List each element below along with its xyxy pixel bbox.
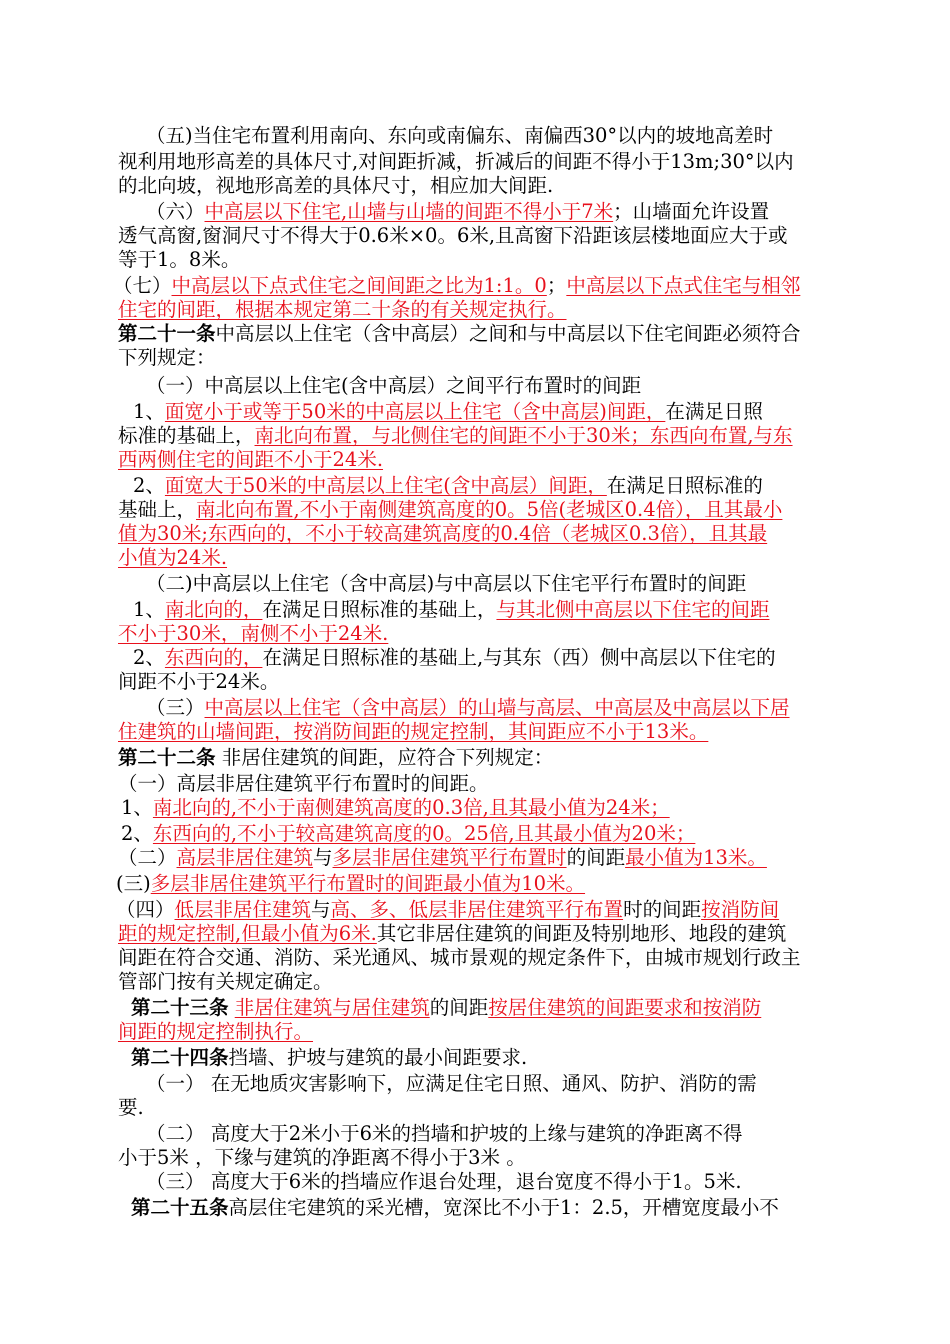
text-run: 小于5米 ，下缘与建筑的净距离不得小于3米 。 — [118, 1146, 526, 1169]
text-line — [118, 346, 216, 370]
text-run: 与 — [311, 898, 331, 921]
text-line — [118, 248, 240, 272]
text-run: （五)当住宅布置利用南向、东向或南偏东、南偏西30°以内的坡地高差时 — [146, 124, 774, 147]
highlighted-text: 面宽小于或等于50米的中高层以上住宅（含中高层)间距， — [164, 400, 666, 423]
article-number: 第二十一条 — [118, 322, 216, 345]
text-line — [118, 670, 279, 694]
highlighted-text: 多层非居住建筑平行布置时 — [332, 846, 567, 869]
text-run: （四） — [116, 898, 175, 921]
highlighted-text: 与其北侧中高层以下住宅的间距 — [496, 598, 770, 621]
highlighted-text: 不小于30米，南侧不小于24米. — [118, 622, 389, 645]
highlighted-text: 距的规定控制,但最小值为6米. — [118, 922, 377, 945]
text-line — [118, 424, 793, 448]
article-number: 第二十三条 — [131, 996, 229, 1019]
text-run: 与 — [313, 846, 333, 869]
text-run: 其它非居住建筑的间距及特别地形、地段的建筑 — [376, 922, 787, 945]
text-run: 要. — [118, 1096, 144, 1119]
text-run: 的间距 — [429, 996, 489, 1019]
text-line — [118, 498, 782, 522]
highlighted-text: 低层非居住建筑 — [174, 898, 312, 921]
text-line — [118, 846, 767, 870]
text-line — [118, 1096, 144, 1120]
text-line — [146, 124, 773, 148]
text-line — [133, 400, 763, 424]
text-run: （二） — [118, 846, 177, 869]
text-line — [118, 1146, 526, 1170]
text-run: 透气高窗,窗洞尺寸不得大于0.6米×0。6米,且高窗下沿距该层楼地面应大于或 — [118, 224, 788, 247]
text-run: 2、 — [133, 646, 165, 669]
article-number: 第二十二条 — [118, 746, 216, 769]
text-line — [118, 174, 553, 198]
highlighted-text: 间距的规定控制执行。 — [118, 1020, 314, 1043]
highlighted-text: 多层非居住建筑平行布置时的间距最小值为10米。 — [150, 872, 586, 895]
text-run: 中高层以上住宅（含中高层）之间和与中高层以下住宅间距必须符合 — [215, 322, 801, 345]
text-run: 等于1。8米。 — [118, 248, 241, 271]
text-run: 2、 — [121, 822, 153, 845]
text-run: 的间距 — [566, 846, 626, 869]
text-run: 1、 — [121, 796, 153, 819]
text-run: ；山墙面允许设置 — [613, 200, 770, 223]
highlighted-text: 非居住建筑与居住建筑 — [234, 996, 430, 1019]
text-run: 管部门按有关规定确定。 — [118, 970, 333, 993]
text-run: 在满足日照标准的 — [606, 474, 763, 497]
text-line — [118, 322, 801, 346]
highlighted-text: 值为30米;东西向的，不小于较高建筑高度的0.4倍（老城区0.3倍），且其最 — [118, 522, 768, 545]
text-line — [131, 1196, 779, 1220]
highlighted-text: 中高层以上住宅（含中高层）的山墙与高层、中高层及中高层以下居 — [204, 696, 790, 719]
highlighted-text: 按消防间 — [701, 898, 780, 921]
text-line — [118, 150, 794, 174]
highlighted-text: 西两侧住宅的间距不小于24米. — [118, 448, 384, 471]
text-line — [118, 448, 383, 472]
text-line — [118, 970, 333, 994]
text-run: 在满足日照标准的基础上,与其东（西）侧中高层以下住宅的 — [262, 646, 776, 669]
text-run: 高层住宅建筑的采光槽，宽深比不小于1：2.5，开槽宽度最小不 — [228, 1196, 779, 1219]
text-line — [121, 796, 670, 820]
text-run: 在满足日照标准的基础上， — [262, 598, 497, 621]
highlighted-text: 东西向的,不小于较高建筑高度的0。25倍,且其最小值为20米； — [152, 822, 696, 845]
article-number: 第二十四条 — [131, 1046, 229, 1069]
text-line — [118, 546, 227, 570]
text-line — [133, 474, 763, 498]
text-line — [116, 872, 585, 896]
text-run: 1、 — [133, 400, 165, 423]
text-line — [118, 522, 767, 546]
text-run: 视利用地形高差的具体尺寸,对间距折减，折减后的间距不得小于13m;30°以内 — [118, 150, 794, 173]
text-line — [146, 200, 769, 224]
highlighted-text: 高、多、低层非居住建筑平行布置 — [330, 898, 624, 921]
text-line — [146, 572, 746, 596]
highlighted-text: 中高层以下点式住宅与相邻 — [566, 274, 801, 297]
text-line — [118, 922, 786, 946]
text-line — [133, 646, 776, 670]
highlighted-text: 住建筑的山墙间距，按消防间距的规定控制，其间距应不小于13米。 — [118, 720, 709, 743]
text-line — [146, 1072, 757, 1096]
text-run: 挡墙、护坡与建筑的最小间距要求. — [228, 1046, 528, 1069]
text-line — [118, 720, 708, 744]
text-line — [118, 224, 788, 248]
text-run: 下列规定： — [118, 346, 216, 369]
highlighted-text: 南北向布置,不小于南侧建筑高度的0。5倍(老城区0.4倍），且其最小 — [196, 498, 783, 521]
text-line — [113, 274, 800, 298]
highlighted-text: 小值为24米. — [118, 546, 228, 569]
text-line — [131, 1046, 527, 1070]
text-line — [118, 772, 489, 796]
text-line — [146, 374, 641, 398]
text-line — [116, 898, 779, 922]
highlighted-text: 中高层以下点式住宅之间间距之比为1:1。0 — [171, 274, 547, 297]
highlighted-text: 按居住建筑的间距要求和按消防 — [488, 996, 762, 1019]
text-run: （一）高层非居住建筑平行布置时的间距。 — [118, 772, 489, 795]
highlighted-text: 东西向的， — [164, 646, 263, 669]
text-line — [121, 822, 695, 846]
text-run: 间距不小于24米。 — [118, 670, 280, 693]
highlighted-text: 面宽大于50米的中高层以上住宅(含中高层）间距， — [164, 474, 607, 497]
text-run: 非居住建筑的间距，应符合下列规定： — [215, 746, 554, 769]
text-run: 的北向坡，视地形高差的具体尺寸，相应加大间距. — [118, 174, 554, 197]
highlighted-text: 住宅的间距，根据本规定第二十条的有关规定执行。 — [118, 298, 567, 321]
text-run: （三） — [146, 696, 205, 719]
text-run: （三） 高度大于6米的挡墙应作退台处理，退台宽度不得小于1。5米. — [146, 1170, 742, 1193]
text-line — [146, 1122, 743, 1146]
highlighted-text: 南北向布置，与北侧住宅的间距不小于30米；东西向布置,与东 — [254, 424, 793, 447]
text-run: （二） 高度大于2米小于6米的挡墙和护坡的上缘与建筑的净距离不得 — [146, 1122, 743, 1145]
text-line — [118, 746, 553, 770]
text-run: （一）中高层以上住宅(含中高层）之间平行布置时的间距 — [146, 374, 642, 397]
text-run: 时的间距 — [623, 898, 702, 921]
text-line — [146, 696, 790, 720]
text-run: 标准的基础上， — [118, 424, 255, 447]
article-number: 第二十五条 — [131, 1196, 229, 1219]
highlighted-text: 最小值为13米。 — [625, 846, 767, 869]
text-run: （一） 在无地质灾害影响下，应满足住宅日照、通风、防护、消防的需 — [146, 1072, 757, 1095]
text-run: （六） — [146, 200, 205, 223]
text-line — [118, 1020, 313, 1044]
text-line — [118, 298, 567, 322]
text-run: 基础上， — [118, 498, 197, 521]
text-run: 1、 — [133, 598, 165, 621]
text-run: (三) — [116, 872, 151, 895]
text-run: （七） — [113, 274, 172, 297]
text-run: 2、 — [133, 474, 165, 497]
text-line — [118, 622, 388, 646]
text-run: 在满足日照 — [665, 400, 763, 423]
highlighted-text: 中高层以下住宅,山墙与山墙的间距不得小于7米 — [204, 200, 614, 223]
text-run: 间距在符合交通、消防、采光通风、城市景观的规定条件下，由城市规划行政主 — [118, 946, 801, 969]
highlighted-text: 南北向的,不小于南侧建筑高度的0.3倍,且其最小值为24米； — [152, 796, 670, 819]
text-line — [133, 598, 769, 622]
highlighted-text: 高层非居住建筑 — [176, 846, 314, 869]
text-run: （二)中高层以上住宅（含中高层)与中高层以下住宅平行布置时的间距 — [146, 572, 747, 595]
text-line — [118, 946, 801, 970]
text-line — [146, 1170, 742, 1194]
highlighted-text: 南北向的， — [164, 598, 263, 621]
text-run: ； — [546, 274, 567, 297]
text-line — [131, 996, 761, 1020]
